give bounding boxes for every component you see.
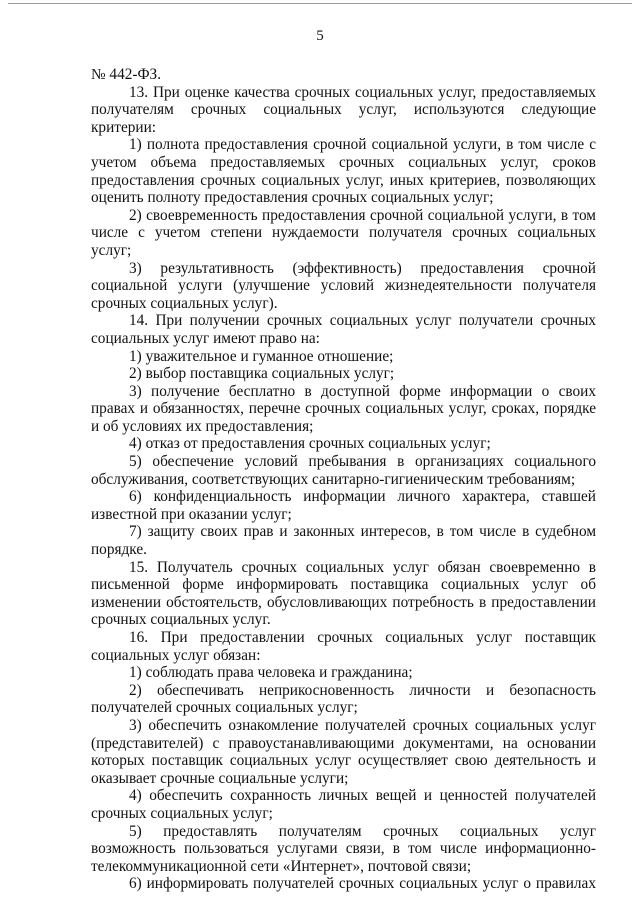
paragraph: 3) результативность (эффективность) предоставления срочной социальной услуги (улучшение условий жизнедеятельности получателя срочных социальных услуг). — [91, 259, 596, 312]
paragraph: 3) обеспечить ознакомление получателей срочных социальных услуг (представителей) с правоустанавливающими документами, на основании которых поставщик социальных услуг осуществляет свою деятельность и оказывает срочные социальные услуги; — [91, 716, 596, 787]
document-body — [91, 66, 596, 893]
paragraph: 14. При получении срочных социальных услуг получатели срочных социальных услуг имеют право на: — [91, 312, 596, 347]
scan-edge-line — [8, 3, 632, 4]
paragraph: 7) защиту своих прав и законных интересов, в том числе в судебном порядке. — [91, 523, 596, 559]
paragraph: 13. При оценке качества срочных социальных услуг, предоставляемых получателям срочных социальных услуг, используются следующие критерии: — [91, 83, 596, 136]
paragraph: 3) получение бесплатно в доступной форме информации о своих правах и обязанностях, перечне срочных социальных услуг, сроках, порядке и об условиях их предоставления; — [91, 382, 596, 435]
paragraph: 6) конфиденциальность информации личного характера, ставшей известной при оказании услуг; — [91, 488, 596, 523]
page-number: 5 — [316, 28, 324, 44]
paragraph: 5) обеспечение условий пребывания в организациях социального обслуживания, соответствующих санитарно-гигиеническим требованиям; — [91, 453, 596, 488]
paragraph: 15. Получатель срочных социальных услуг обязан своевременно в письменной форме информировать поставщика социальных услуг об изменении обстоятельств, обусловливающих потребность в предоставлении срочных социальных услуг. — [91, 558, 596, 629]
paragraph: 4) обеспечить сохранность личных вещей и ценностей получателей срочных социальных услуг; — [91, 787, 596, 822]
paragraph: № 442-ФЗ. — [91, 66, 162, 83]
paragraph: 6) информировать получателей срочных социальных услуг о правилах — [129, 875, 596, 893]
paragraph: 4) отказ от предоставления срочных социальных услуг; — [129, 435, 491, 453]
paragraph: 1) соблюдать права человека и гражданина; — [129, 664, 413, 682]
paragraph: 5) предоставлять получателям срочных социальных услуг возможность пользоваться услугами связи, в том числе информационно-телекоммуникационной сети «Интернет», почтовой связи; — [91, 822, 596, 875]
paragraph: 16. При предоставлении срочных социальных услуг поставщик социальных услуг обязан: — [91, 629, 596, 664]
paragraph: 2) обеспечивать неприкосновенность личности и безопасность получателей срочных социальных услуг; — [91, 681, 596, 717]
paragraph: 1) уважительное и гуманное отношение; — [129, 347, 394, 365]
paragraph: 2) своевременность предоставления срочной социальной услуги, в том числе с учетом степени нуждаемости получателя срочных социальных услуг; — [91, 206, 596, 259]
paragraph: 1) полнота предоставления срочной социальной услуги, в том числе с учетом объема предоставляемых срочных социальных услуг, сроков предоставления срочных социальных услуг, иных критериев, позволяющих оценить полноту предоставления срочных социальных услуг; — [91, 136, 596, 207]
paragraph: 2) выбор поставщика социальных услуг; — [129, 365, 395, 383]
